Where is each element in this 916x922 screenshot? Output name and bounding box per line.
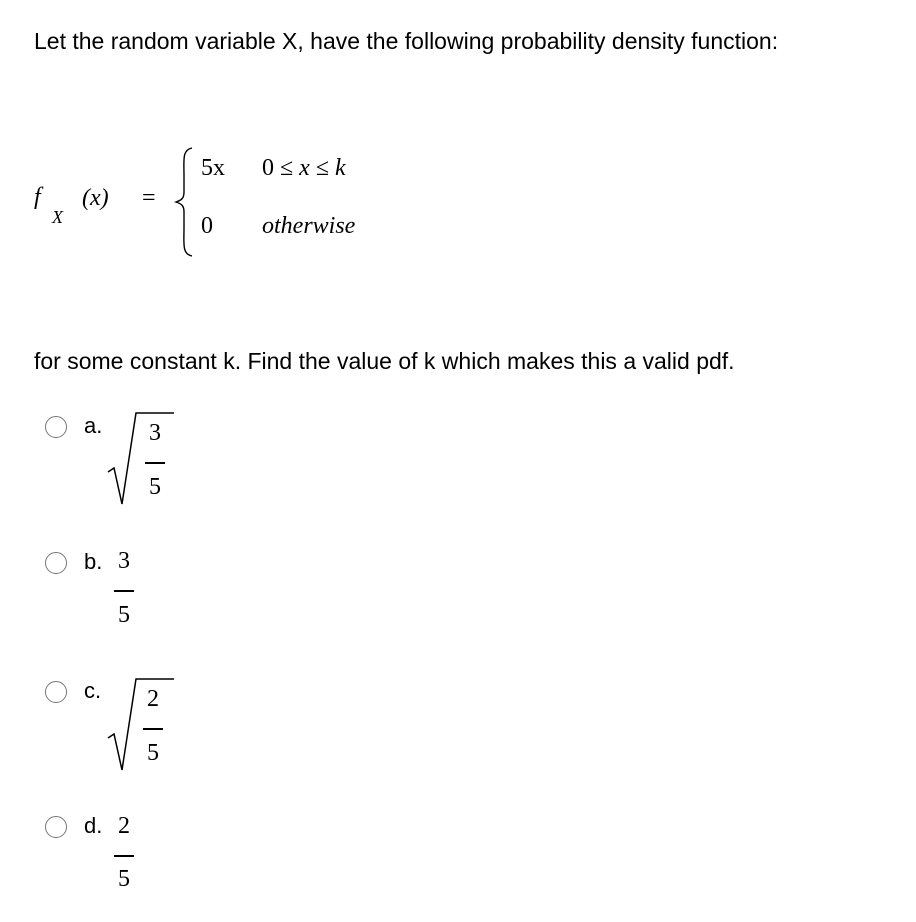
case2-condition: otherwise xyxy=(262,213,356,239)
option-a-fraction-bar xyxy=(145,462,165,464)
case2-expression: 0 xyxy=(201,213,213,239)
option-b-numerator: 3 xyxy=(118,548,130,574)
question-followup: for some constant k. Find the value of k which makes this a valid pdf. xyxy=(34,348,735,374)
option-b-fraction-bar xyxy=(114,590,134,592)
option-c-denominator: 5 xyxy=(147,740,159,766)
option-b-denominator: 5 xyxy=(118,602,130,628)
option-d-numerator: 2 xyxy=(118,813,130,839)
option-a-denominator: 5 xyxy=(149,474,161,500)
option-d-denominator: 5 xyxy=(118,866,130,892)
case1-condition: 0 ≤ x ≤ k xyxy=(262,155,346,181)
option-d-fraction-bar xyxy=(114,855,134,857)
option-b-radio[interactable] xyxy=(45,552,67,574)
question-intro: Let the random variable X, have the following probability density function: xyxy=(34,28,779,54)
option-c-label: c. xyxy=(84,678,102,703)
option-d-label: d. xyxy=(84,813,103,838)
option-c-fraction-bar xyxy=(143,728,163,730)
left-brace-icon xyxy=(174,146,196,258)
option-d-radio[interactable] xyxy=(45,816,67,838)
pdf-function-symbol: f xyxy=(34,184,41,210)
option-c-radio[interactable] xyxy=(45,681,67,703)
option-a-label: a. xyxy=(84,413,103,438)
option-b-label: b. xyxy=(84,549,103,574)
option-a-radio[interactable] xyxy=(45,416,67,438)
pdf-subscript: X xyxy=(52,207,63,227)
case1-expression: 5x xyxy=(201,155,225,181)
option-a-numerator: 3 xyxy=(149,420,161,446)
sqrt-icon xyxy=(106,410,178,510)
pdf-argument: (x) xyxy=(82,185,109,211)
pdf-equals: = xyxy=(142,185,156,211)
option-c-numerator: 2 xyxy=(147,686,159,712)
